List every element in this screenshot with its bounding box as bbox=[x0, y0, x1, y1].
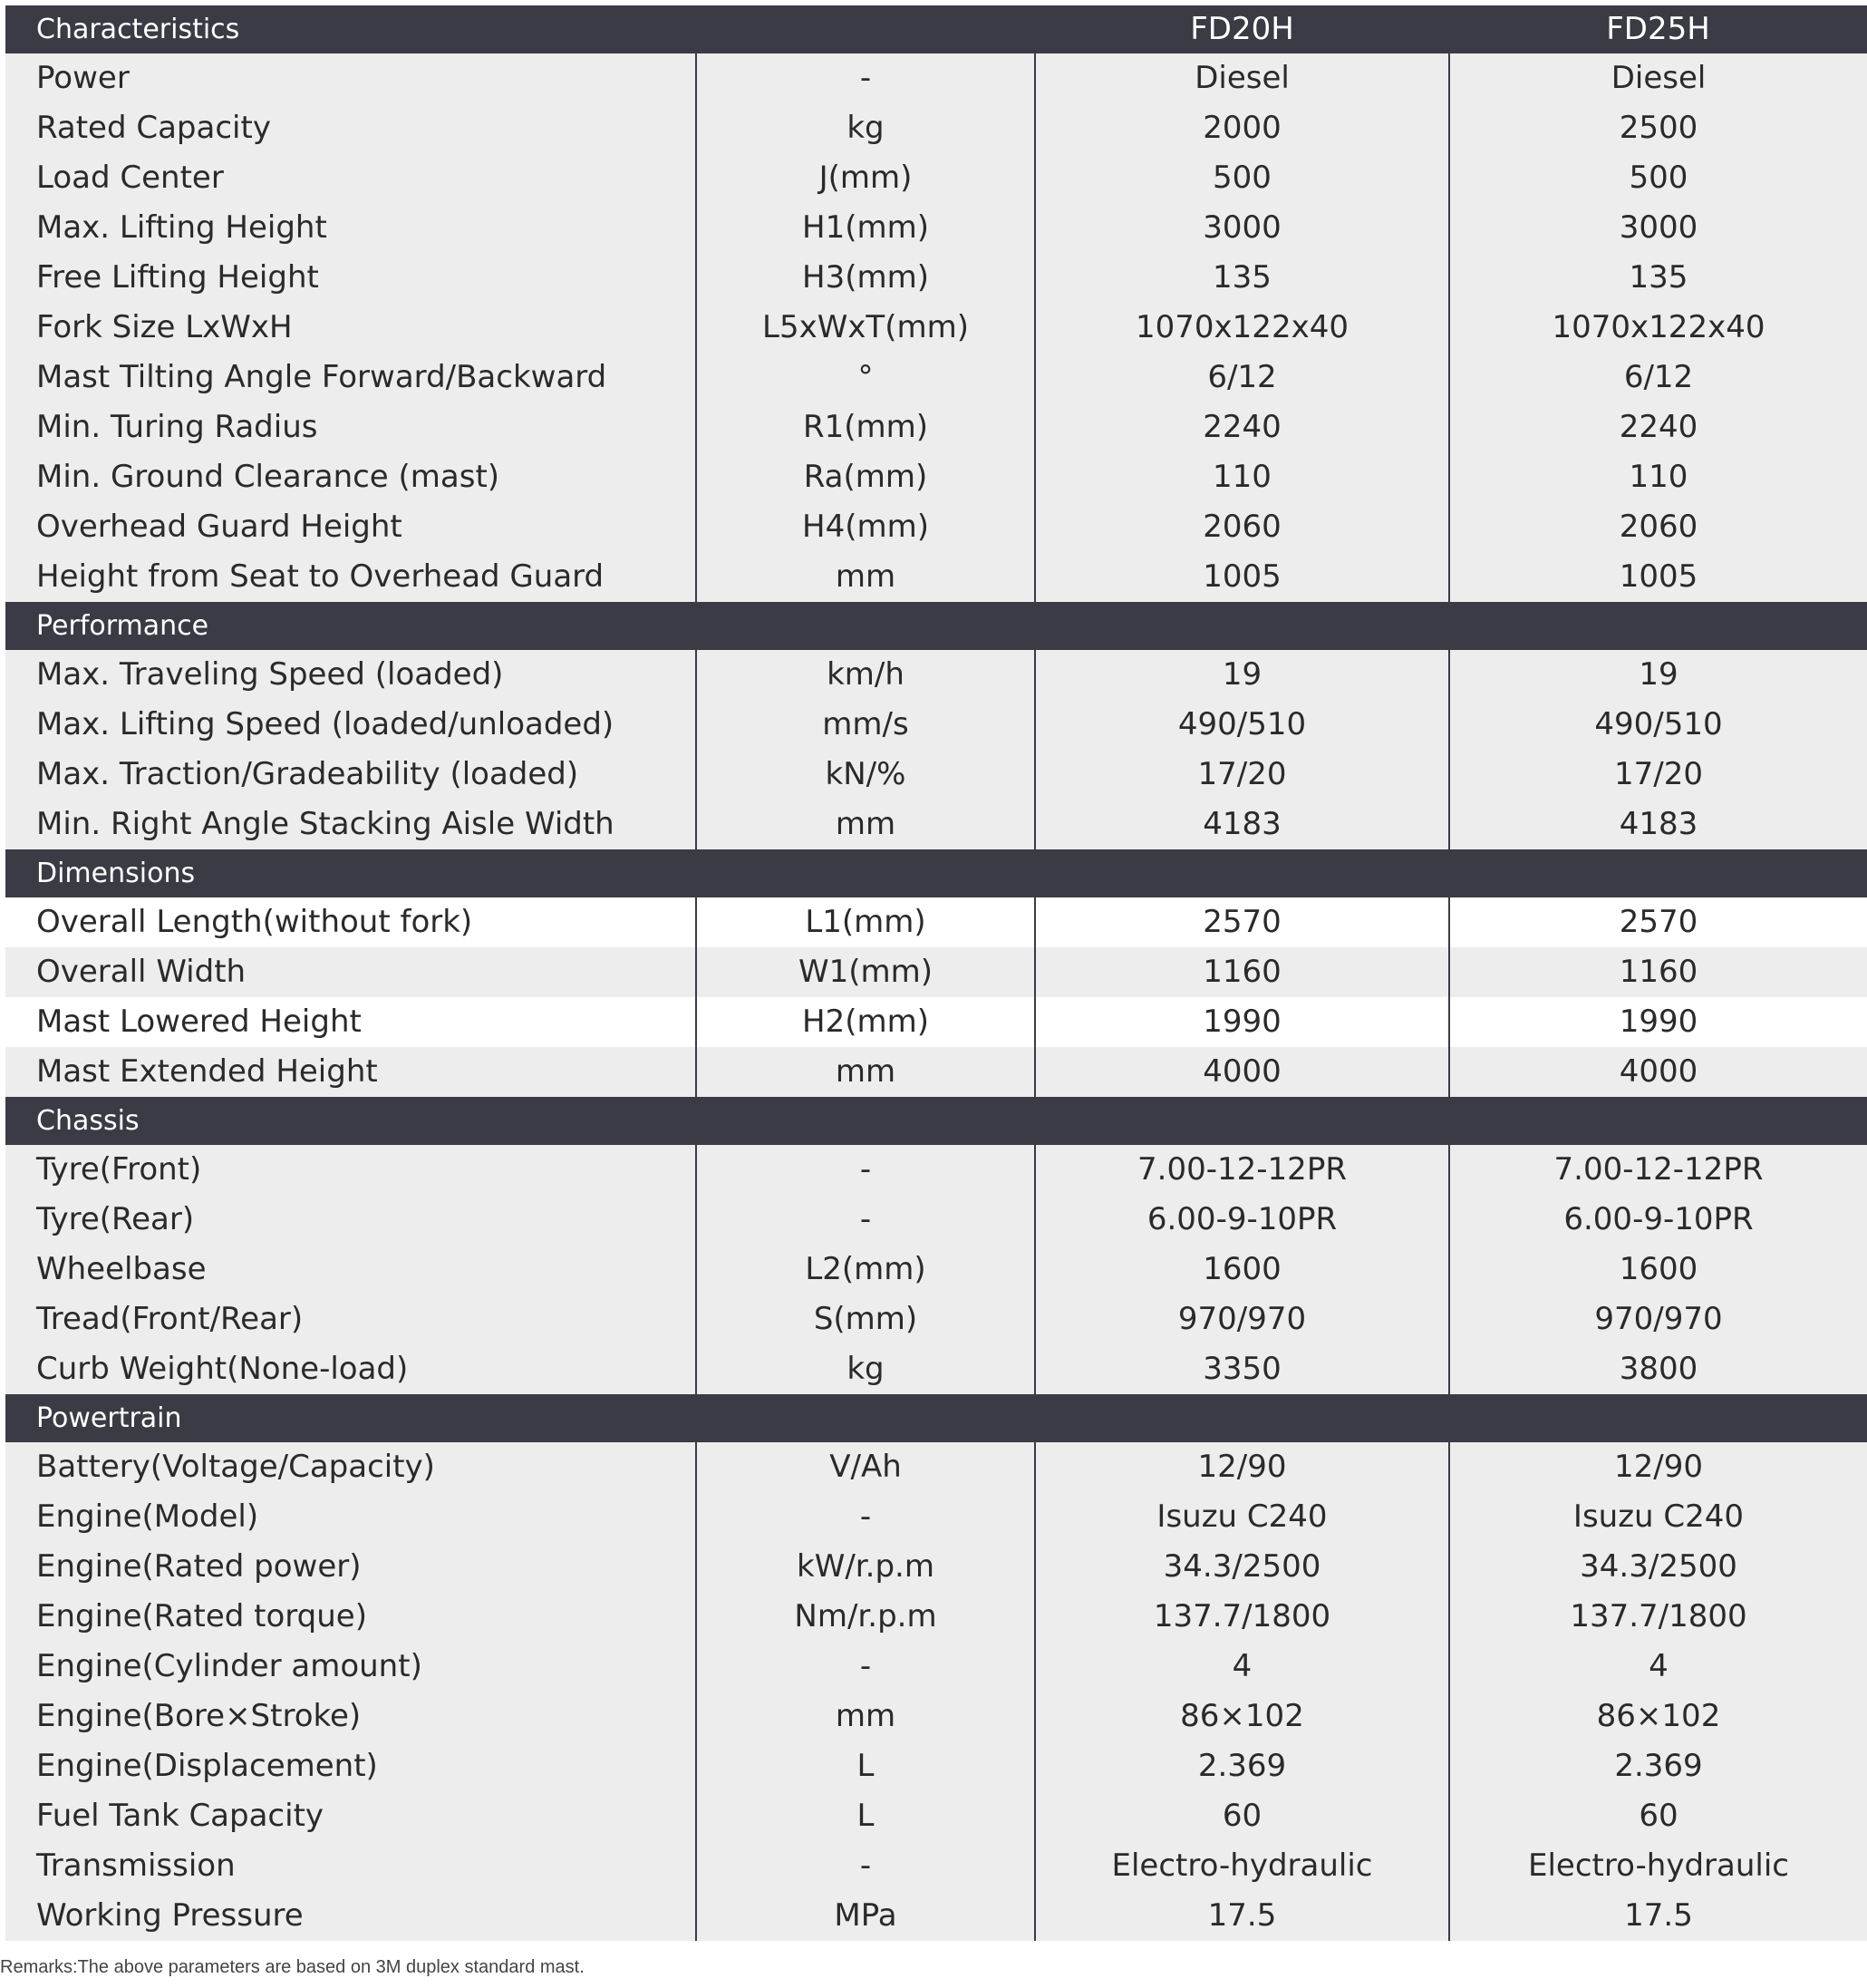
table-row bbox=[5, 650, 1867, 700]
row-value-fd20h: 2.369 bbox=[1035, 1741, 1449, 1791]
row-value-fd20h: 1600 bbox=[1035, 1245, 1449, 1295]
row-value-fd20h: Diesel bbox=[1035, 53, 1449, 103]
section-title: Dimensions bbox=[5, 849, 1867, 897]
row-name: Overall Length(without fork) bbox=[5, 897, 696, 947]
row-value-fd25h: 19 bbox=[1449, 650, 1867, 700]
row-name: Wheelbase bbox=[5, 1245, 696, 1295]
section-header-row bbox=[5, 1097, 1867, 1145]
row-value-fd20h: Isuzu C240 bbox=[1035, 1492, 1449, 1542]
row-name: Battery(Voltage/Capacity) bbox=[5, 1442, 696, 1492]
row-unit: mm bbox=[696, 1692, 1035, 1741]
table-row bbox=[5, 552, 1867, 602]
row-value-fd20h: 6.00-9-10PR bbox=[1035, 1195, 1449, 1245]
row-unit: L bbox=[696, 1791, 1035, 1841]
row-name: Min. Ground Clearance (mast) bbox=[5, 452, 696, 502]
table-row bbox=[5, 750, 1867, 800]
row-unit: - bbox=[696, 1841, 1035, 1891]
row-name: Mast Extended Height bbox=[5, 1047, 696, 1097]
table-row bbox=[5, 1245, 1867, 1295]
row-value-fd25h: 137.7/1800 bbox=[1449, 1592, 1867, 1642]
row-value-fd25h: 3000 bbox=[1449, 203, 1867, 253]
row-unit: L2(mm) bbox=[696, 1245, 1035, 1295]
table-row bbox=[5, 700, 1867, 750]
row-name: Power bbox=[5, 53, 696, 103]
row-value-fd25h: 2500 bbox=[1449, 103, 1867, 153]
table-row bbox=[5, 897, 1867, 947]
row-unit: MPa bbox=[696, 1891, 1035, 1941]
row-value-fd20h: 60 bbox=[1035, 1791, 1449, 1841]
row-value-fd25h: 2.369 bbox=[1449, 1741, 1867, 1791]
row-unit: H1(mm) bbox=[696, 203, 1035, 253]
row-value-fd25h: 3800 bbox=[1449, 1344, 1867, 1394]
row-value-fd20h: 3000 bbox=[1035, 203, 1449, 253]
row-value-fd25h: 17/20 bbox=[1449, 750, 1867, 800]
row-unit: mm/s bbox=[696, 700, 1035, 750]
row-unit: kW/r.p.m bbox=[696, 1542, 1035, 1592]
row-value-fd25h: 4183 bbox=[1449, 800, 1867, 849]
row-unit: kg bbox=[696, 103, 1035, 153]
table-row bbox=[5, 1492, 1867, 1542]
table-row bbox=[5, 1295, 1867, 1344]
row-value-fd25h: 135 bbox=[1449, 253, 1867, 303]
row-name: Free Lifting Height bbox=[5, 253, 696, 303]
table-row bbox=[5, 1592, 1867, 1642]
row-name: Load Center bbox=[5, 153, 696, 203]
row-value-fd25h: 2060 bbox=[1449, 502, 1867, 552]
row-value-fd20h: 7.00-12-12PR bbox=[1035, 1145, 1449, 1195]
table-row bbox=[5, 353, 1867, 402]
table-header-row bbox=[5, 5, 1867, 53]
table-row bbox=[5, 402, 1867, 452]
row-name: Mast Tilting Angle Forward/Backward bbox=[5, 353, 696, 402]
row-name: Engine(Cylinder amount) bbox=[5, 1642, 696, 1692]
row-name: Rated Capacity bbox=[5, 103, 696, 153]
row-unit: L1(mm) bbox=[696, 897, 1035, 947]
row-value-fd25h: 490/510 bbox=[1449, 700, 1867, 750]
row-name: Fuel Tank Capacity bbox=[5, 1791, 696, 1841]
row-value-fd20h: 490/510 bbox=[1035, 700, 1449, 750]
row-unit: kg bbox=[696, 1344, 1035, 1394]
row-unit: kN/% bbox=[696, 750, 1035, 800]
row-value-fd20h: 2240 bbox=[1035, 402, 1449, 452]
row-value-fd25h: 2240 bbox=[1449, 402, 1867, 452]
table-row bbox=[5, 153, 1867, 203]
header-title: Characteristics bbox=[5, 5, 696, 53]
row-value-fd25h: 12/90 bbox=[1449, 1442, 1867, 1492]
row-value-fd25h: 86×102 bbox=[1449, 1692, 1867, 1741]
section-header-row bbox=[5, 849, 1867, 897]
table-row bbox=[5, 800, 1867, 849]
section-title: Performance bbox=[5, 602, 1867, 650]
row-unit: - bbox=[696, 1492, 1035, 1542]
table-row bbox=[5, 1145, 1867, 1195]
row-value-fd20h: 19 bbox=[1035, 650, 1449, 700]
row-unit: Nm/r.p.m bbox=[696, 1592, 1035, 1642]
table-row bbox=[5, 1692, 1867, 1741]
table-row bbox=[5, 1195, 1867, 1245]
row-unit: J(mm) bbox=[696, 153, 1035, 203]
row-value-fd20h: 86×102 bbox=[1035, 1692, 1449, 1741]
row-value-fd20h: 4 bbox=[1035, 1642, 1449, 1692]
row-value-fd20h: 2060 bbox=[1035, 502, 1449, 552]
table-row bbox=[5, 502, 1867, 552]
table-row bbox=[5, 1841, 1867, 1891]
table-row bbox=[5, 1344, 1867, 1394]
row-value-fd20h: 1005 bbox=[1035, 552, 1449, 602]
row-value-fd20h: 34.3/2500 bbox=[1035, 1542, 1449, 1592]
row-unit: mm bbox=[696, 800, 1035, 849]
model-fd20h-header: FD20H bbox=[1035, 5, 1449, 53]
row-name: Overall Width bbox=[5, 947, 696, 997]
row-name: Height from Seat to Overhead Guard bbox=[5, 552, 696, 602]
row-value-fd25h: 6.00-9-10PR bbox=[1449, 1195, 1867, 1245]
row-value-fd25h: 6/12 bbox=[1449, 353, 1867, 402]
row-name: Tyre(Rear) bbox=[5, 1195, 696, 1245]
row-value-fd20h: 1070x122x40 bbox=[1035, 303, 1449, 353]
row-value-fd25h: 7.00-12-12PR bbox=[1449, 1145, 1867, 1195]
row-name: Min. Right Angle Stacking Aisle Width bbox=[5, 800, 696, 849]
row-unit: R1(mm) bbox=[696, 402, 1035, 452]
row-name: Min. Turing Radius bbox=[5, 402, 696, 452]
row-value-fd20h: 500 bbox=[1035, 153, 1449, 203]
row-value-fd25h: 60 bbox=[1449, 1791, 1867, 1841]
row-value-fd25h: 2570 bbox=[1449, 897, 1867, 947]
row-value-fd20h: 17/20 bbox=[1035, 750, 1449, 800]
table-row bbox=[5, 303, 1867, 353]
row-unit: km/h bbox=[696, 650, 1035, 700]
row-value-fd20h: 6/12 bbox=[1035, 353, 1449, 402]
row-name: Working Pressure bbox=[5, 1891, 696, 1941]
table-row bbox=[5, 1642, 1867, 1692]
header-unit-cell bbox=[696, 5, 1035, 53]
row-value-fd20h: 137.7/1800 bbox=[1035, 1592, 1449, 1642]
row-unit: W1(mm) bbox=[696, 947, 1035, 997]
row-name: Engine(Model) bbox=[5, 1492, 696, 1542]
row-name: Max. Lifting Speed (loaded/unloaded) bbox=[5, 700, 696, 750]
row-name: Tyre(Front) bbox=[5, 1145, 696, 1195]
spec-table bbox=[5, 5, 1867, 1941]
row-value-fd25h: 17.5 bbox=[1449, 1891, 1867, 1941]
remarks-note: Remarks:The above parameters are based on 3M duplex standard mast. bbox=[0, 1957, 585, 1977]
spec-sheet bbox=[5, 5, 1867, 1941]
row-value-fd20h: 17.5 bbox=[1035, 1891, 1449, 1941]
row-unit: Ra(mm) bbox=[696, 452, 1035, 502]
table-row bbox=[5, 1442, 1867, 1492]
table-row bbox=[5, 253, 1867, 303]
row-unit: - bbox=[696, 53, 1035, 103]
table-row bbox=[5, 1791, 1867, 1841]
row-value-fd25h: 1005 bbox=[1449, 552, 1867, 602]
row-name: Engine(Bore×Stroke) bbox=[5, 1692, 696, 1741]
row-name: Mast Lowered Height bbox=[5, 997, 696, 1047]
row-unit: S(mm) bbox=[696, 1295, 1035, 1344]
row-unit: H2(mm) bbox=[696, 997, 1035, 1047]
row-unit: L bbox=[696, 1741, 1035, 1791]
table-row bbox=[5, 53, 1867, 103]
table-row bbox=[5, 103, 1867, 153]
table-row bbox=[5, 997, 1867, 1047]
row-unit: H4(mm) bbox=[696, 502, 1035, 552]
section-header-row bbox=[5, 602, 1867, 650]
table-row bbox=[5, 1047, 1867, 1097]
row-value-fd25h: 1600 bbox=[1449, 1245, 1867, 1295]
row-unit: mm bbox=[696, 552, 1035, 602]
section-title: Chassis bbox=[5, 1097, 1867, 1145]
row-value-fd20h: 3350 bbox=[1035, 1344, 1449, 1394]
row-value-fd20h: 1990 bbox=[1035, 997, 1449, 1047]
row-value-fd20h: 135 bbox=[1035, 253, 1449, 303]
row-name: Engine(Displacement) bbox=[5, 1741, 696, 1791]
section-title: Powertrain bbox=[5, 1394, 1867, 1442]
row-value-fd20h: 12/90 bbox=[1035, 1442, 1449, 1492]
row-value-fd25h: 500 bbox=[1449, 153, 1867, 203]
row-name: Tread(Front/Rear) bbox=[5, 1295, 696, 1344]
row-value-fd25h: 1990 bbox=[1449, 997, 1867, 1047]
table-row bbox=[5, 203, 1867, 253]
row-unit: mm bbox=[696, 1047, 1035, 1097]
row-value-fd25h: Diesel bbox=[1449, 53, 1867, 103]
table-row bbox=[5, 947, 1867, 997]
table-row bbox=[5, 1891, 1867, 1941]
row-unit: - bbox=[696, 1642, 1035, 1692]
row-value-fd20h: Electro-hydraulic bbox=[1035, 1841, 1449, 1891]
section-header-row bbox=[5, 1394, 1867, 1442]
row-value-fd25h: 4 bbox=[1449, 1642, 1867, 1692]
row-name: Engine(Rated power) bbox=[5, 1542, 696, 1592]
row-name: Max. Lifting Height bbox=[5, 203, 696, 253]
row-name: Max. Traction/Gradeability (loaded) bbox=[5, 750, 696, 800]
row-unit: L5xWxT(mm) bbox=[696, 303, 1035, 353]
row-unit: - bbox=[696, 1195, 1035, 1245]
row-name: Transmission bbox=[5, 1841, 696, 1891]
row-value-fd20h: 1160 bbox=[1035, 947, 1449, 997]
row-unit: V/Ah bbox=[696, 1442, 1035, 1492]
row-unit: ° bbox=[696, 353, 1035, 402]
table-row bbox=[5, 1741, 1867, 1791]
row-unit: H3(mm) bbox=[696, 253, 1035, 303]
row-value-fd20h: 4183 bbox=[1035, 800, 1449, 849]
row-value-fd25h: 970/970 bbox=[1449, 1295, 1867, 1344]
row-value-fd25h: 34.3/2500 bbox=[1449, 1542, 1867, 1592]
row-value-fd20h: 2570 bbox=[1035, 897, 1449, 947]
table-row bbox=[5, 452, 1867, 502]
row-value-fd25h: 1070x122x40 bbox=[1449, 303, 1867, 353]
row-name: Engine(Rated torque) bbox=[5, 1592, 696, 1642]
row-name: Overhead Guard Height bbox=[5, 502, 696, 552]
row-value-fd20h: 970/970 bbox=[1035, 1295, 1449, 1344]
row-value-fd25h: Electro-hydraulic bbox=[1449, 1841, 1867, 1891]
row-name: Fork Size LxWxH bbox=[5, 303, 696, 353]
row-value-fd20h: 2000 bbox=[1035, 103, 1449, 153]
row-value-fd25h: 110 bbox=[1449, 452, 1867, 502]
row-unit: - bbox=[696, 1145, 1035, 1195]
row-value-fd25h: 4000 bbox=[1449, 1047, 1867, 1097]
row-value-fd25h: Isuzu C240 bbox=[1449, 1492, 1867, 1542]
row-value-fd20h: 110 bbox=[1035, 452, 1449, 502]
row-name: Max. Traveling Speed (loaded) bbox=[5, 650, 696, 700]
row-name: Curb Weight(None-load) bbox=[5, 1344, 696, 1394]
table-row bbox=[5, 1542, 1867, 1592]
row-value-fd25h: 1160 bbox=[1449, 947, 1867, 997]
model-fd25h-header: FD25H bbox=[1449, 5, 1867, 53]
row-value-fd20h: 4000 bbox=[1035, 1047, 1449, 1097]
